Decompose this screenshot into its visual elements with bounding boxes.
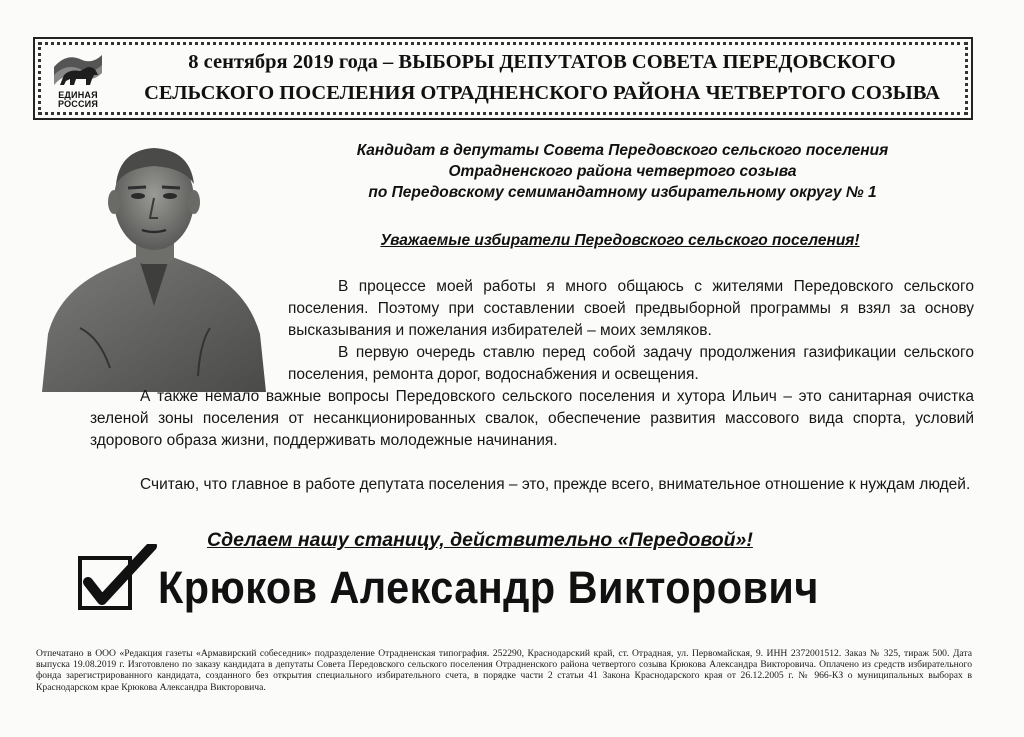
- party-logo: [47, 45, 109, 113]
- logo-line1: ЕДИНАЯ: [58, 90, 98, 100]
- paragraph-2: В первую очередь ставлю перед собой задачу продолжения газификации сельского поселения, ремонта дорог, водоснабжения и освещения.: [288, 344, 974, 383]
- candidate-name: Крюков Александр Викторович: [158, 562, 819, 613]
- header-line1: 8 сентября 2019 года – ВЫБОРЫ ДЕПУТАТОВ СОВЕТА ПЕРЕДОВСКОГО: [188, 51, 896, 73]
- candidate-info-line1: Кандидат в депутаты Совета Передовского сельского поселения: [356, 142, 889, 159]
- candidate-description: [290, 140, 955, 203]
- paragraph-1: В процессе моей работы я много общаюсь с жителями Передовского сельского поселения. Поэтому при составлении своей предвыборной программы я взял за основу высказывания и пожелания избирателей – моих земляков.: [288, 278, 974, 339]
- candidate-photo: [40, 138, 268, 392]
- header-title: [127, 47, 957, 109]
- ballot-checkbox: [78, 556, 134, 612]
- candidate-info-line2: Отрадненского района четвертого созыва: [448, 163, 797, 180]
- logo-line2: РОССИЯ: [57, 99, 99, 109]
- candidate-info-line3: по Передовскому семимандатному избирательному округу № 1: [368, 184, 877, 201]
- header-line2: СЕЛЬСКОГО ПОСЕЛЕНИЯ ОТРАДНЕНСКОГО РАЙОНА ЧЕТВЕРТОГО СОЗЫВА: [144, 82, 940, 104]
- bear-flag-icon: [50, 45, 106, 91]
- greeting-heading: Уважаемые избиратели Передовского сельского поселения!: [380, 232, 860, 249]
- paragraph-4: Считаю, что главное в работе депутата поселения – это, прежде всего, внимательное отношение к нуждам людей.: [140, 476, 971, 493]
- print-imprint: Отпечатано в ООО «Редакция газеты «Армавирский собеседник» подразделение Отрадненская типография. 252290, Краснодарский край, ст. Отрадная, ул. Первомайская, 9. ИНН 2372001512. Заказ № 325, тираж 500. Дата выпуска 19.08.2019 г. Изготовлено по заказу кандидата в депутаты Совета Передовского сельского поселения Отрадненского района четвертого созыва Крюкова Александра Викторовича. Оплачено из средств избирательного фонда зарегистрированного кандидата, созданного без открытия специального избирательного счета, в порядке части 2 статьи 41 Закона Краснодарского края от 26.12.2005 г. № 966-КЗ о муниципальных выборах в Краснодарском крае Крюкова Александра Викторовича.: [36, 648, 972, 693]
- checkmark-icon: [78, 544, 158, 612]
- paragraph-3: А также немало важные вопросы Передовского сельского поселения и хутора Ильич – это санитарная очистка зеленой зоны поселения от несанкционированных свалок, обеспечение развития массового вида спорта, условий здорового образа жизни, поддерживать молодежные начинания.: [90, 388, 974, 449]
- slogan: Сделаем нашу станицу, действительно «Передовой»!: [207, 529, 753, 551]
- header-banner: [33, 37, 973, 120]
